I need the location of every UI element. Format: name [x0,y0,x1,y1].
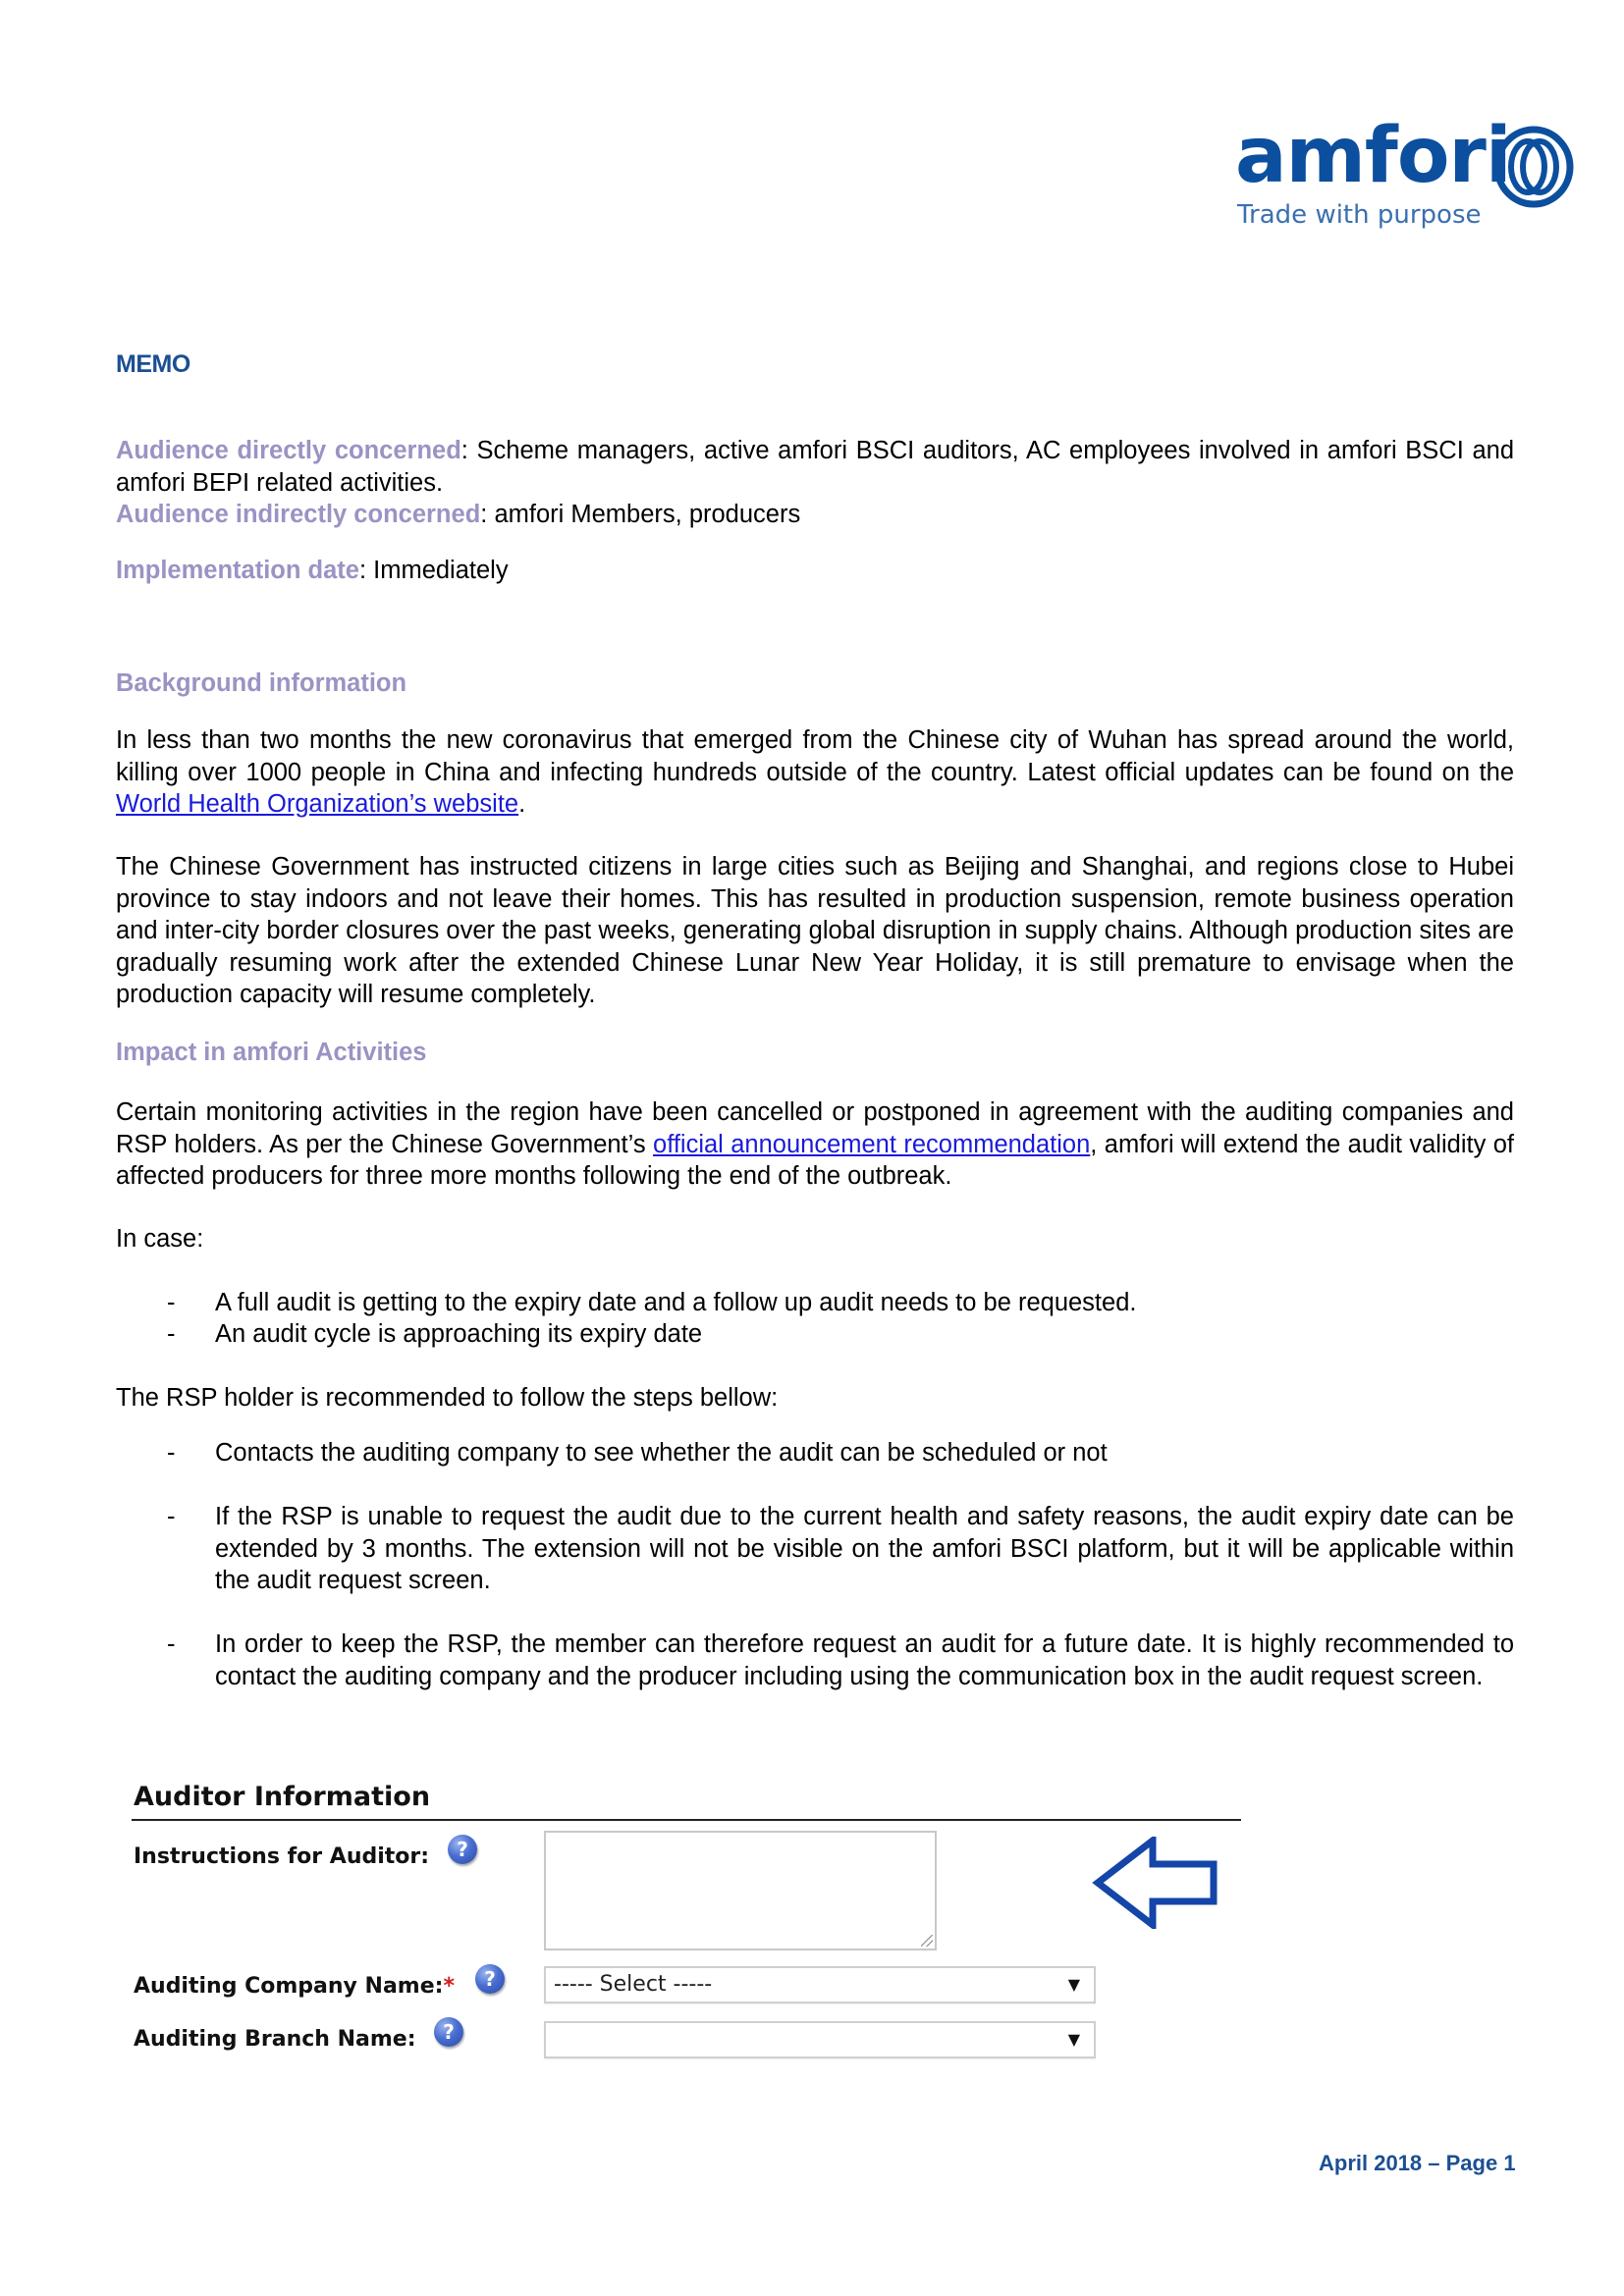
help-icon[interactable]: ? [475,1964,505,1994]
company-selected-value: ----- Select ----- [554,1972,713,1997]
chevron-down-icon: ▼ [1067,1975,1080,1994]
form-title: Auditor Information [134,1782,431,1812]
background-paragraph-2: The Chinese Government has instructed citizens in large cities such as Beijing and Shanghai, and regions close to Hubei province to stay indoors and not leave their homes. This has resulted in production suspension, remote business operation and inter-city border closures over the past weeks, generating global disruption in supply chains. Although production sites are gradually resuming work after the extended Chinese Lunar New Year Holiday, it is still premature to envisage when the production capacity will resume completely. [116,853,1514,1008]
audience-direct [116,435,1514,499]
amfori-logo [1235,112,1589,241]
who-website-link[interactable]: World Health Organization’s website [116,790,519,818]
help-icon[interactable]: ? [448,1835,477,1864]
audience-direct-label: Audience directly concerned [116,437,461,464]
chevron-down-icon: ▼ [1067,2030,1080,2049]
form-divider [132,1819,1241,1821]
bullet-dash: - [167,1630,176,1658]
case-text: An audit cycle is approaching its expiry date [215,1320,703,1348]
step-item [116,1629,1514,1692]
page-footer: April 2018 – Page 1 [1319,2151,1516,2175]
bullet-dash: - [167,1439,176,1467]
memo-title: MEMO [116,350,190,378]
step-text: Contacts the auditing company to see whether the audit can be scheduled or not [215,1439,1108,1467]
text: In less than two months the new coronavirus that emerged from the Chinese city of Wuhan has spread around the world, killing over 1000 people in China and infecting hundreds outside of the country. Latest official updates can be found on the [116,726,1514,786]
audience-indirect [116,499,1514,531]
resize-grip-icon[interactable] [921,1935,933,1947]
text: , amfori will extend the audit validity of affected producers for three more months following the end of the outbreak. [116,1130,1514,1190]
auditor-information-form [128,1782,1247,2076]
implementation-label: Implementation date [116,557,359,584]
step-item [116,1501,1514,1597]
step-text: In order to keep the RSP, the member can therefore request an audit for a future date. It is highly recommended to contact the auditing company and the producer including using the communication box in the audit request screen. [215,1630,1514,1690]
bullet-dash: - [167,1289,176,1316]
implementation-value: : Immediately [358,557,509,584]
instructions-textarea[interactable] [544,1831,937,1950]
bullet-dash: - [167,1503,176,1530]
step-text: If the RSP is unable to request the audit due to the current health and safety reasons, the audit expiry date can be extended by 3 months. The extension will not be visible on the amfori BSCI platform, but it will be applicable within the audit request screen. [215,1503,1514,1594]
auditing-company-select[interactable] [544,1966,1096,2003]
auditing-branch-select[interactable] [544,2021,1096,2058]
audience-indirect-label: Audience indirectly concerned [116,501,481,528]
step-item [116,1437,1514,1469]
amfori-loop-icon [1492,126,1575,208]
logo-wordmark: amfori [1235,112,1511,200]
impact-heading: Impact in amfori Activities [116,1039,427,1066]
left-arrow-icon [1092,1837,1219,1929]
case-item [116,1287,1514,1319]
case-item [116,1318,1514,1351]
text: . [518,790,526,818]
in-case-label: In case: [116,1225,204,1253]
audience-direct-value: : Scheme managers, active amfori BSCI auditors, AC employees involved in amfori BSCI and amfori BEPI related activities. [116,437,1515,497]
impact-paragraph-1 [116,1096,1514,1193]
instructions-label: Instructions for Auditor: [134,1844,430,1869]
background-heading: Background information [116,669,407,697]
branch-label: Auditing Branch Name: [134,2027,416,2052]
company-label-text: Auditing Company Name: [134,1974,444,1999]
implementation-date [116,555,1514,587]
help-icon[interactable]: ? [434,2017,463,2047]
steps-intro: The RSP holder is recommended to follow the steps bellow: [116,1384,779,1412]
audience-indirect-value: : amfori Members, producers [480,501,801,528]
required-marker: * [443,1974,455,1999]
case-text: A full audit is getting to the expiry date and a follow up audit needs to be requested. [215,1289,1137,1316]
company-label [134,1974,455,1999]
background-paragraph-1 [116,724,1514,821]
bullet-dash: - [167,1320,176,1348]
official-announcement-link[interactable]: official announcement recommendation [653,1130,1091,1158]
logo-tagline: Trade with purpose [1237,200,1482,230]
text: Certain monitoring activities in the region have been cancelled or postponed in agreement with the auditing companies and RSP holders. As per the Chinese Government’s [116,1098,1514,1158]
